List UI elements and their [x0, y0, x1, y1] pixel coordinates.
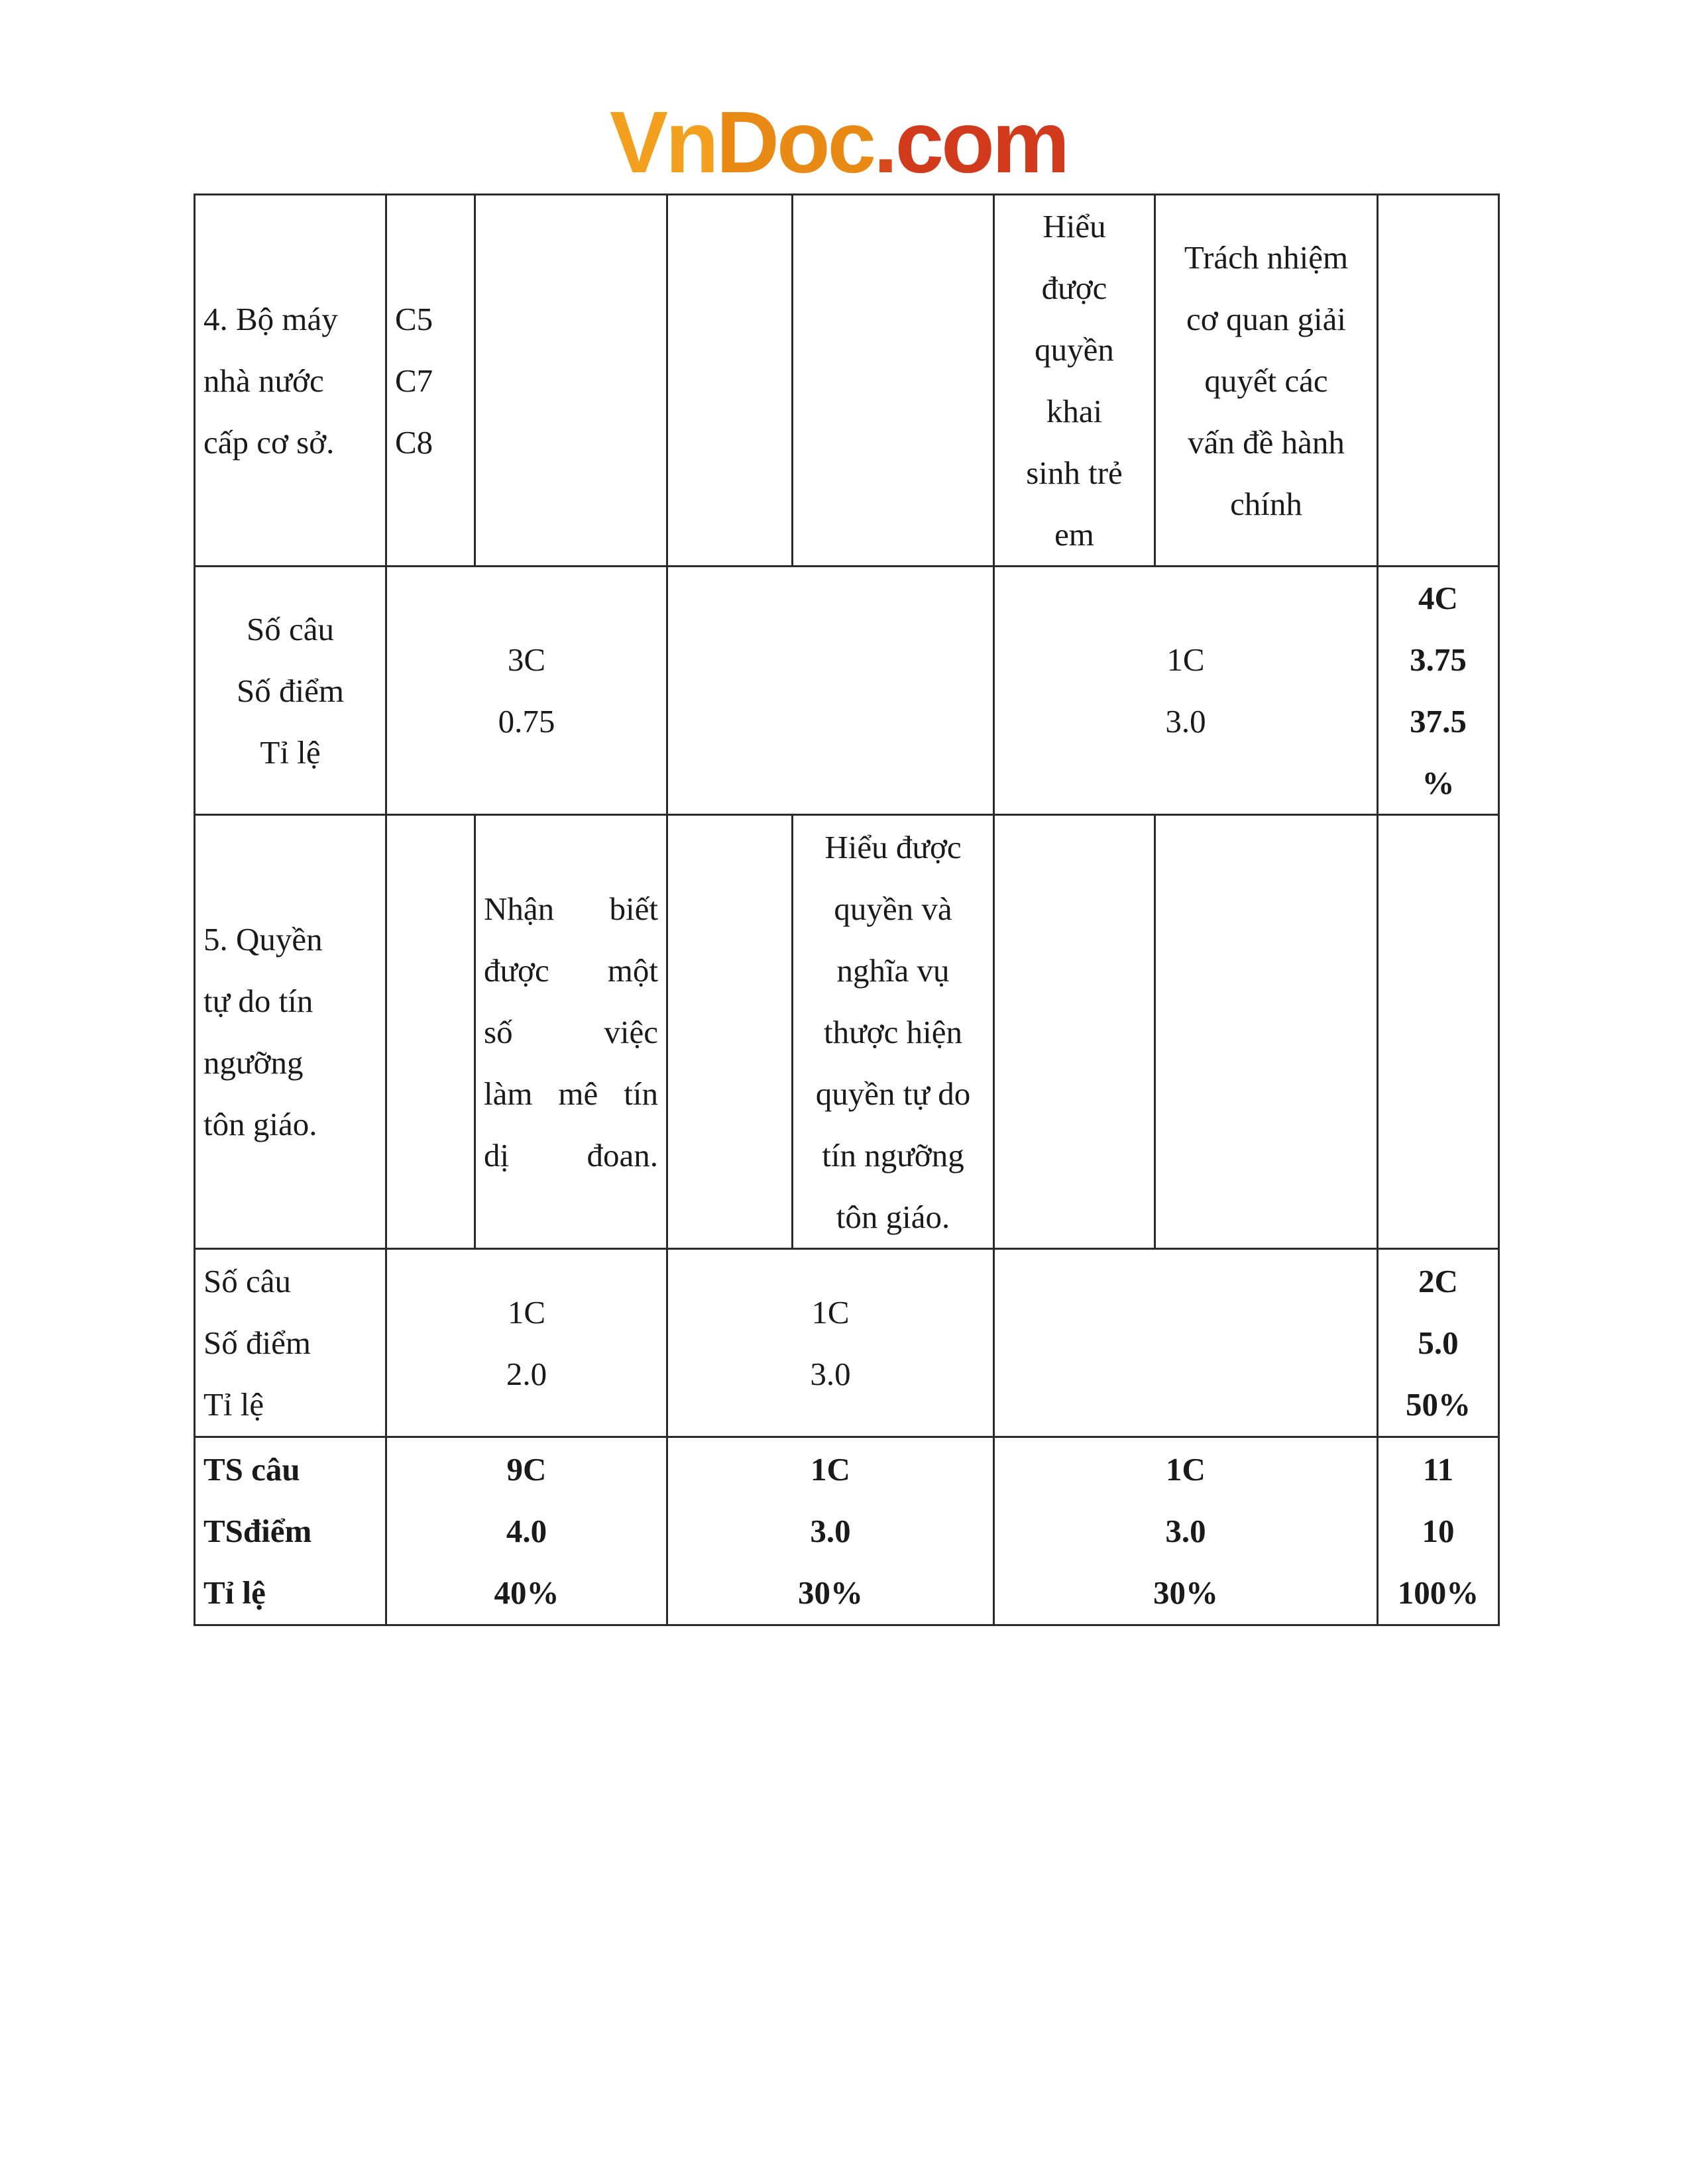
cell-line: Nhận biết — [484, 890, 658, 927]
summary-label: Số điểm — [237, 672, 344, 709]
summary-label: Số câu — [203, 1263, 291, 1299]
topic5-understand-cell — [793, 815, 994, 1249]
logo-com: com — [895, 93, 1068, 191]
totals-value: 30% — [798, 1574, 863, 1611]
summary-label: Tỉ lệ — [260, 734, 321, 771]
cell-line: Hiểu được — [824, 828, 962, 865]
summary-label: Số câu — [247, 610, 334, 647]
total-value: 4C — [1418, 580, 1458, 616]
summary-value: 3C — [507, 641, 546, 678]
topic4-name-cell — [195, 195, 386, 567]
cell-line: Trách nhiệm — [1184, 239, 1349, 276]
cell-line: nghĩa vụ — [836, 952, 950, 989]
topic4-name-line: 4. Bộ máy — [203, 300, 338, 337]
cell-line: thược hiện — [824, 1013, 962, 1050]
totals-value: 9C — [506, 1451, 547, 1488]
logo-doc: Doc — [716, 93, 874, 191]
topic5-total-cell — [1378, 1249, 1499, 1437]
topic5-recognize-cell — [475, 815, 667, 1249]
empty-cell — [1378, 815, 1499, 1249]
cell-line: Hiểu — [1042, 208, 1106, 245]
summary-value: 2.0 — [506, 1355, 547, 1392]
totals-value: 1C — [1166, 1451, 1206, 1488]
topic4-name-line: nhà nước — [203, 362, 324, 399]
summary-labels-cell — [195, 1249, 386, 1437]
table-row-topic4 — [195, 195, 1499, 567]
topic5-understand-summary-cell — [667, 1249, 994, 1437]
totals-label: TS câu — [203, 1451, 300, 1488]
totals-apply-cell — [994, 1437, 1378, 1625]
empty-cell — [475, 195, 667, 567]
topic4-total-cell — [1378, 567, 1499, 815]
total-value: 3.75 — [1410, 641, 1467, 678]
exam-matrix-table — [194, 193, 1500, 1626]
cell-line: vấn đề hành — [1188, 423, 1345, 461]
summary-value: 3.0 — [1165, 703, 1206, 739]
cell-line: số việc — [484, 1013, 658, 1050]
summary-value: 1C — [507, 1293, 546, 1331]
total-value: 2C — [1418, 1263, 1458, 1299]
empty-cell — [994, 1249, 1378, 1437]
topic4-apply-summary-cell — [994, 567, 1378, 815]
empty-cell — [793, 195, 994, 567]
summary-labels-cell — [195, 567, 386, 815]
cell-line: được — [1041, 270, 1107, 306]
cell-line: làm mê tín — [484, 1075, 658, 1112]
topic4-recognize-summary-cell — [386, 567, 667, 815]
summary-value: 0.75 — [498, 703, 555, 739]
totals-grand-total-cell — [1378, 1437, 1499, 1625]
totals-value: 11 — [1422, 1451, 1454, 1488]
total-value: % — [1422, 765, 1455, 801]
totals-value: 10 — [1422, 1513, 1455, 1549]
totals-value: 30% — [1153, 1574, 1218, 1611]
topic5-name-line: tự do tín — [203, 983, 313, 1019]
totals-understand-cell — [667, 1437, 994, 1625]
topic5-recognize-summary-cell — [386, 1249, 667, 1437]
cell-line: được một — [484, 952, 658, 989]
total-value: 37.5 — [1410, 703, 1467, 739]
table-row-topic5-summary — [195, 1249, 1499, 1437]
topic4-questions-cell — [386, 195, 475, 567]
summary-value: 3.0 — [810, 1355, 851, 1392]
summary-label: Tỉ lệ — [203, 1386, 264, 1423]
totals-value: 1C — [811, 1451, 850, 1488]
question-code: C8 — [395, 423, 433, 461]
empty-cell — [667, 815, 793, 1249]
cell-line: tôn giáo. — [836, 1198, 950, 1235]
cell-line: chính — [1230, 485, 1302, 522]
cell-line: cơ quan giải — [1186, 300, 1346, 337]
question-code: C5 — [395, 300, 433, 337]
empty-cell — [1378, 195, 1499, 567]
cell-line: tín ngưỡng — [822, 1136, 964, 1174]
cell-line: quyền tự do — [815, 1075, 971, 1112]
totals-labels-cell — [195, 1437, 386, 1625]
vndoc-logo — [610, 93, 1074, 191]
topic5-name-line: ngưỡng — [203, 1044, 304, 1081]
summary-label: Số điểm — [203, 1325, 311, 1361]
topic5-name-line: 5. Quyền — [203, 921, 323, 957]
empty-cell — [667, 195, 793, 567]
table-row-totals — [195, 1437, 1499, 1625]
totals-value: 3.0 — [1165, 1513, 1206, 1549]
empty-cell — [1155, 815, 1378, 1249]
empty-cell — [994, 815, 1155, 1249]
totals-value: 40% — [494, 1574, 559, 1611]
table-row-topic5 — [195, 815, 1499, 1249]
total-value: 50% — [1406, 1386, 1471, 1423]
cell-line: quyền — [1035, 331, 1114, 368]
summary-value: 1C — [1166, 641, 1205, 678]
empty-cell — [667, 567, 994, 815]
totals-value: 100% — [1397, 1574, 1479, 1611]
cell-line: dị đoan. — [484, 1136, 658, 1174]
question-code: C7 — [395, 362, 433, 399]
cell-line: quyền và — [834, 890, 952, 927]
topic4-apply-cell — [1155, 195, 1378, 567]
logo-dot: . — [873, 93, 895, 191]
totals-value: 4.0 — [506, 1513, 547, 1549]
cell-line: em — [1054, 516, 1094, 553]
topic5-name-cell — [195, 815, 386, 1249]
total-value: 5.0 — [1418, 1325, 1459, 1361]
logo-vn: Vn — [610, 93, 716, 191]
totals-label: Tỉ lệ — [203, 1574, 266, 1611]
cell-line: quyết các — [1204, 362, 1328, 399]
topic4-name-line: cấp cơ sở. — [203, 423, 335, 461]
topic5-name-line: tôn giáo. — [203, 1106, 317, 1142]
table-row-topic4-summary — [195, 567, 1499, 815]
topic4-understand-cell — [994, 195, 1155, 567]
totals-value: 3.0 — [810, 1513, 851, 1549]
totals-label: TSđiểm — [203, 1513, 312, 1549]
cell-line: khai — [1046, 393, 1103, 429]
summary-value: 1C — [811, 1293, 850, 1331]
empty-cell — [386, 815, 475, 1249]
cell-line: sinh trẻ — [1026, 455, 1123, 491]
totals-recognize-cell — [386, 1437, 667, 1625]
